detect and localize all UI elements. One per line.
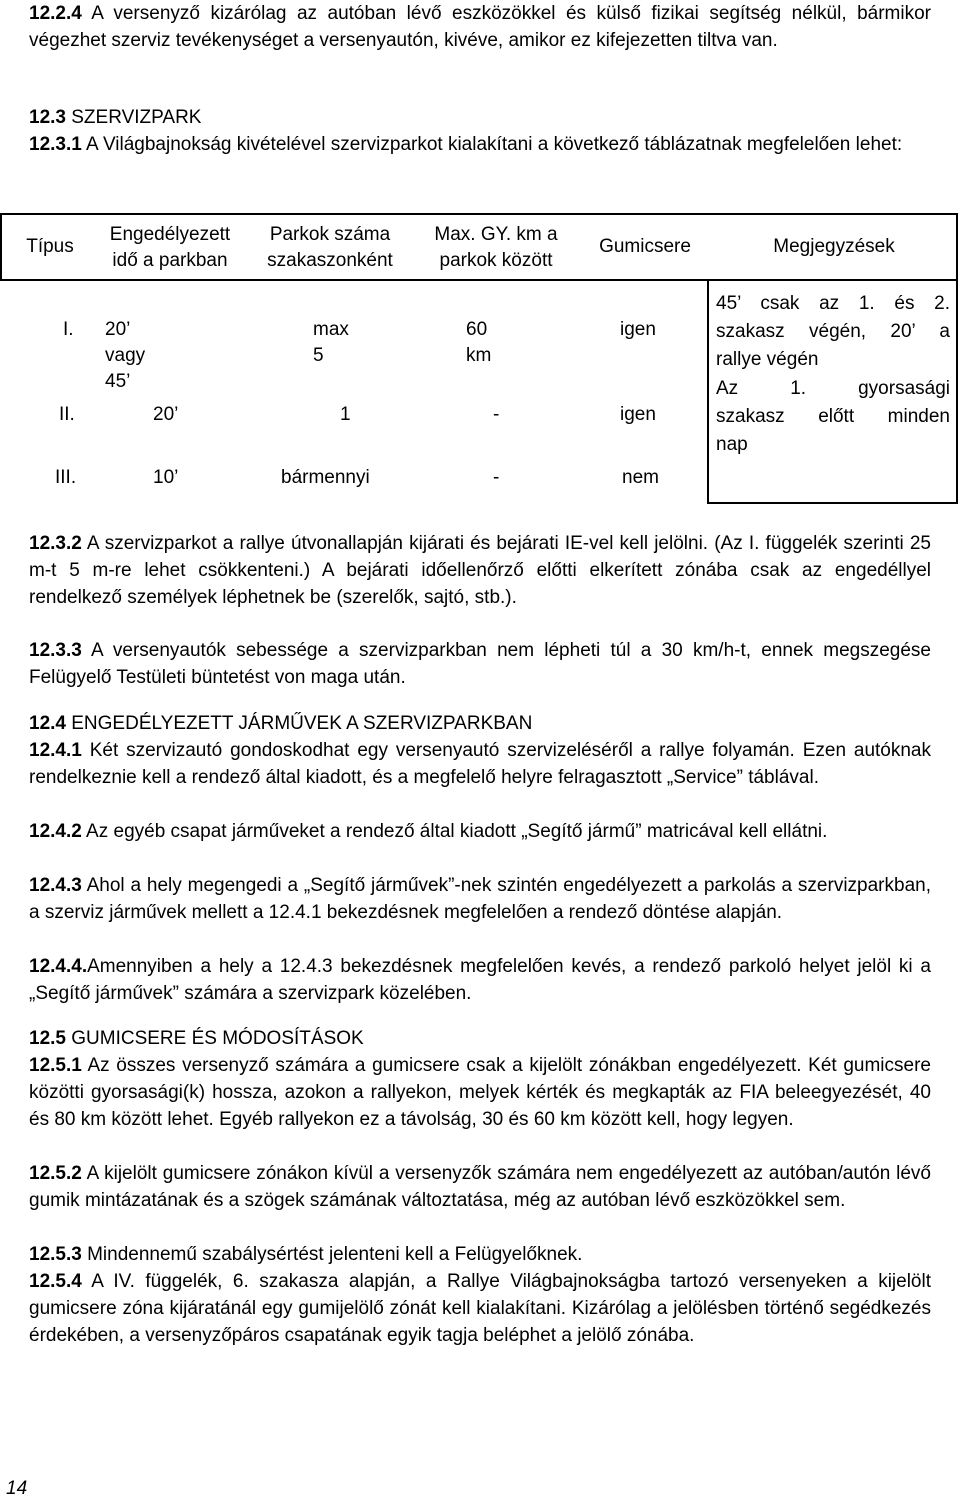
paragraph-12-4-1	[29, 737, 931, 791]
row-gumi: nem	[622, 467, 659, 488]
row-tipus: I.	[63, 319, 74, 340]
note-line: szakasz végén, 20’ a	[716, 321, 950, 342]
note-line: szakasz előtt minden	[716, 406, 950, 427]
note-row-2	[716, 375, 950, 459]
row-km: -	[493, 467, 500, 488]
header-megjegyzesek: Megjegyzések	[773, 236, 895, 257]
section-number: 12.4.2	[29, 821, 82, 842]
section-number: 12.4	[29, 713, 66, 734]
section-number: 12.5.1	[29, 1055, 82, 1076]
row-ido: 10’	[153, 467, 179, 488]
section-number: 12.5.3	[29, 1244, 82, 1265]
paragraph-text: A szervizparkot a rallye útvonallapján kijárati és bejárati IE-vel kell jelölni. (Az I. függelék szerinti 25 m-t 5 m-re lehet csökkenteni.) A bejárati időellenőrző előtti elkerített zónába csak az engedéllyel rendelkező személyek léphetnek be (szerelők, sajtó, stb.).	[29, 533, 931, 608]
section-number: 12.5	[29, 1028, 66, 1049]
paragraph-text: Mindennemű szabálysértést jelenteni kell a Felügyelőknek.	[81, 1244, 583, 1265]
header-parkok	[248, 222, 412, 274]
header-ido	[92, 222, 248, 274]
paragraph-12-5-3	[29, 1241, 931, 1268]
section-number: 12.4.3	[29, 875, 82, 896]
row-gumi: igen	[620, 319, 656, 340]
row-ido: 20’	[153, 404, 179, 425]
row-parkok: max 5	[313, 319, 349, 366]
section-number: 12.4.4.	[29, 956, 88, 977]
note-line: nap	[716, 434, 748, 455]
paragraph-text: Az összes versenyző számára a gumicsere csak a kijelölt zónákban engedélyezett. Két gumicsere közötti gyorsasági(k) hossza, azokon a rallyekon, melyek kérték és megkapták az FIA beleegyezését, 40 és 80 km között lehet. Egyéb rallyekon ez a távolság, 30 és 60 km között kell, hogy legyen.	[29, 1055, 931, 1130]
header-ido-line-1: Engedélyezett	[109, 224, 231, 245]
paragraph-12-4-3	[29, 872, 931, 926]
header-parkok-line-2: szakaszonként	[267, 250, 393, 271]
page-number: 14	[6, 1478, 28, 1499]
section-number: 12.3	[29, 107, 66, 128]
paragraph-text: A versenyző kizárólag az autóban lévő eszközökkel és külső fizikai segítség nélkül, bármikor végezhet szerviz tevékenységet a versenyautón, kivéve, amikor ez kifejezetten tiltva van.	[29, 3, 931, 51]
header-max-km	[414, 222, 578, 274]
note-line: 45’ csak az 1. és 2.	[716, 293, 950, 314]
paragraph-12-3-2	[29, 530, 931, 611]
paragraph-12-5-4	[29, 1268, 931, 1349]
row-km: -	[493, 404, 500, 425]
paragraph-12-5-1	[29, 1052, 931, 1133]
row-gumi: igen	[620, 404, 656, 425]
section-number: 12.3.2	[29, 533, 82, 554]
paragraph-text: A kijelölt gumicsere zónákon kívül a versenyzők számára nem engedélyezett az autóban/autón lévő gumik mintázatának és a szögek számának változtatása, még az autóban lévő eszközökkel sem.	[29, 1163, 931, 1211]
paragraph-12-3-3	[29, 637, 931, 691]
section-number: 12.2.4	[29, 3, 82, 24]
row-parkok: bármennyi	[281, 467, 370, 488]
row-km: 60 km	[466, 319, 492, 366]
header-parkok-line-1: Parkok száma	[269, 224, 391, 245]
header-ido-line-2: idő a parkban	[112, 250, 228, 271]
row-parkok: 1	[340, 404, 351, 425]
paragraph-12-4-4	[29, 953, 931, 1007]
paragraph-text: A IV. függelék, 6. szakasza alapján, a Rallye Világbajnokságba tartozó versenyeken a kijelölt gumicsere zóna kijáratánál egy gumijelölő zónát kell kialakítani. Kizárólag a jelölésben történő segédkezés érdekében, a versenyzőpáros csapatának egyik tagja beléphet a jelölő zónába.	[29, 1271, 931, 1346]
row-tipus: III.	[55, 467, 77, 488]
section-number: 12.5.4	[29, 1271, 82, 1292]
row-tipus: II.	[59, 404, 75, 425]
paragraph-12-3-1	[29, 131, 931, 158]
paragraph-12-4-2	[29, 818, 931, 845]
heading-text: ENGEDÉLYEZETT JÁRMŰVEK A SZERVIZPARKBAN	[65, 713, 533, 734]
heading-text: GUMICSERE ÉS MÓDOSÍTÁSOK	[65, 1028, 364, 1049]
header-max-line-2: parkok között	[439, 250, 553, 271]
section-number: 12.3.3	[29, 640, 82, 661]
note-line: Az 1. gyorsasági	[716, 378, 950, 399]
paragraph-text: Amennyiben a hely a 12.4.3 bekezdésnek megfelelően kevés, a rendező parkoló helyet jelöl ki a „Segítő járművek” számára a szervizpark közelében.	[29, 956, 931, 1004]
header-max-line-1: Max. GY. km a	[434, 224, 558, 245]
heading-text: SZERVIZPARK	[65, 107, 202, 128]
header-tipus: Típus	[26, 236, 74, 257]
note-line: rallye végén	[716, 349, 819, 370]
paragraph-12-2-4	[29, 0, 931, 54]
paragraph-text: Az egyéb csapat járműveket a rendező által kiadott „Segítő jármű” matricával kell ellátni.	[81, 821, 828, 842]
paragraph-text: A Világbajnokság kivételével szervizparkot kialakítani a következő táblázatnak megfelelően lehet:	[81, 134, 903, 155]
section-heading-12-4	[29, 710, 532, 737]
section-number: 12.4.1	[29, 740, 82, 761]
note-row-1	[716, 290, 950, 374]
row-ido: 20’ vagy 45’	[105, 319, 146, 392]
paragraph-text: A versenyautók sebessége a szervizparkban nem lépheti túl a 30 km/h-t, ennek megszegése Felügyelő Testületi büntetést von maga után.	[29, 640, 931, 688]
paragraph-text: Ahol a hely megengedi a „Segítő járművek”-nek szintén engedélyezett a parkolás a szervizparkban, a szerviz járművek mellett a 12.4.1 bekezdésnek megfelelően a rendező döntése alapján.	[29, 875, 931, 923]
section-heading-12-5	[29, 1025, 364, 1052]
section-number: 12.5.2	[29, 1163, 82, 1184]
section-number: 12.3.1	[29, 134, 82, 155]
header-gumicsere: Gumicsere	[599, 236, 691, 257]
paragraph-text: Két szervizautó gondoskodhat egy versenyautó szervizeléséről a rallye folyamán. Ezen autóknak rendelkeznie kell a rendező által kiadott, és a megfelelő helyre felragasztott „Service” táblával.	[29, 740, 931, 788]
section-heading-12-3	[29, 104, 201, 131]
paragraph-12-5-2	[29, 1160, 931, 1214]
